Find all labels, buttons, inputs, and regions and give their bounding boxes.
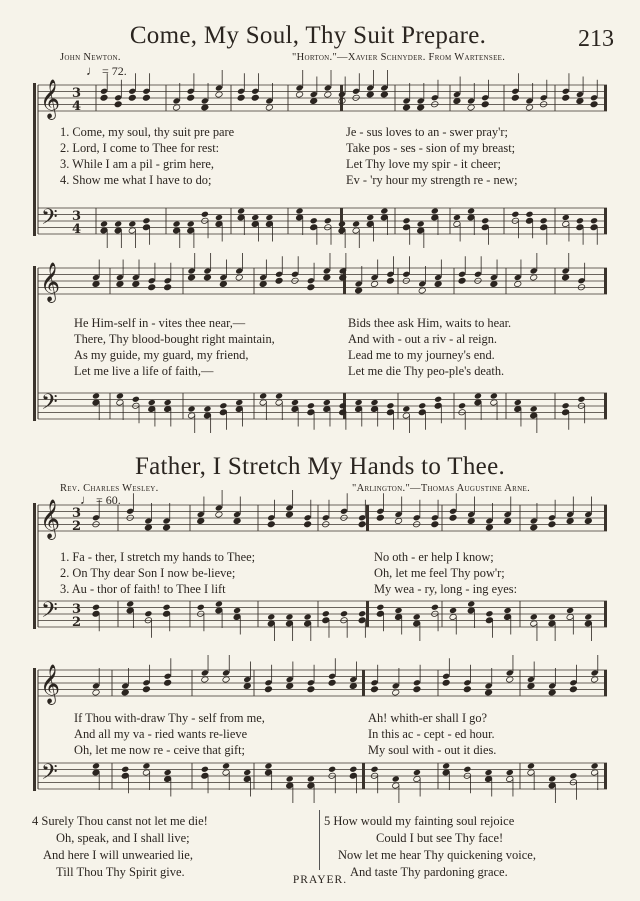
note-head (322, 610, 330, 617)
note-head (304, 521, 312, 528)
note-head (506, 769, 514, 776)
note-head (243, 682, 251, 689)
note-head (370, 766, 378, 773)
note-head (219, 280, 227, 287)
note-head (251, 214, 259, 221)
quarter-note-icon: ♩ (86, 63, 99, 78)
time-signature: 2 (72, 615, 82, 630)
lyric-line: Let me live a life of faith,— (74, 364, 214, 378)
note-head (340, 610, 348, 617)
note-head (463, 686, 471, 693)
note-head (481, 217, 489, 224)
note-head (187, 220, 195, 227)
double-bar (366, 505, 369, 531)
note-head (449, 514, 457, 521)
note-head (376, 604, 384, 611)
quarter-note-icon: ♩ (80, 492, 93, 507)
note-head (484, 769, 492, 776)
stanza-divider (319, 810, 320, 870)
note-head (116, 280, 124, 287)
lyric-line: He Him-self in - vites thee near,— (74, 316, 246, 330)
hymn-1-author: John Newton. (60, 52, 121, 63)
stanza-line: And here I will unwearied lie, (43, 848, 193, 862)
note-head (530, 274, 538, 281)
note-head (392, 689, 400, 696)
note-head (467, 207, 475, 214)
note-head (128, 94, 136, 101)
note-head (511, 94, 519, 101)
final-bar (604, 393, 607, 419)
note-head (144, 610, 152, 617)
lyric-line: 2. On Thy dear Son I now be-lieve; (60, 566, 236, 580)
note-head (490, 280, 498, 287)
note-head (128, 220, 136, 227)
note-head (164, 679, 172, 686)
note-head (566, 517, 574, 524)
stanza-line: And taste Thy pardoning grace. (350, 865, 508, 879)
note-head (307, 402, 315, 409)
lyric-line: Let Thy love my spir - it cheer; (346, 157, 501, 171)
note-head (142, 762, 150, 769)
time-signature: 4 (72, 222, 82, 237)
note-head (116, 392, 124, 399)
note-head (511, 211, 519, 218)
note-head (355, 287, 363, 294)
hymn-1-title: Come, My Soul, Thy Suit Prepare. (129, 22, 487, 49)
note-head (380, 91, 388, 98)
note-head (562, 214, 570, 221)
time-signature: 2 (72, 519, 82, 534)
stanza-5 (324, 813, 536, 881)
note-head (548, 775, 556, 782)
note-head (590, 217, 598, 224)
note-head (352, 220, 360, 227)
lyric-line: As my guide, my guard, my friend, (74, 348, 249, 362)
note-head (566, 607, 574, 614)
note-head (527, 682, 535, 689)
time-signature: 3 (72, 209, 82, 224)
final-bar (604, 505, 607, 531)
time-signature: 3 (72, 506, 82, 521)
note-head (453, 97, 461, 104)
note-head (576, 217, 584, 224)
treble-clef-icon: 𝄞 (40, 499, 61, 539)
note-head (286, 775, 294, 782)
note-head (431, 604, 439, 611)
lyric-line: In this ac - cept - ed hour. (368, 727, 495, 741)
note-head (132, 280, 140, 287)
stanza-line: Till Thou Thy Spirit give. (56, 865, 185, 879)
note-head (467, 104, 475, 111)
double-bar (362, 670, 365, 696)
note-head (380, 207, 388, 214)
lyric-line: Take pos - ses - sion of my breast; (346, 141, 516, 155)
final-bar (604, 670, 607, 696)
stanza-line: Now let me hear Thy quickening voice, (338, 848, 536, 862)
lyric-line: 4. Show me what I have to do; (60, 173, 212, 187)
note-head (577, 396, 585, 403)
note-head (484, 689, 492, 696)
lyric-line: Je - sus loves to an - swer pray'r; (346, 125, 508, 139)
lyric-line: And with - out a riv - al reign. (348, 332, 497, 346)
note-head (164, 399, 172, 406)
lyric-line: 3. Au - thor of faith! to Thee I lift (60, 582, 226, 596)
note-head (275, 392, 283, 399)
note-head (100, 94, 108, 101)
note-head (366, 214, 374, 221)
note-head (562, 94, 570, 101)
final-bar (604, 85, 607, 111)
note-head (434, 396, 442, 403)
note-head (215, 600, 223, 607)
note-head (222, 676, 230, 683)
time-signature: 3 (72, 86, 82, 101)
note-head (366, 91, 374, 98)
note-head (92, 689, 100, 696)
note-head (203, 274, 211, 281)
note-head (142, 686, 150, 693)
note-head (114, 101, 122, 108)
note-head (121, 689, 129, 696)
note-head (173, 220, 181, 227)
note-head (259, 280, 267, 287)
note-head (92, 762, 100, 769)
note-head (114, 220, 122, 227)
note-head (413, 769, 421, 776)
note-head (562, 274, 570, 281)
note-head (173, 104, 181, 111)
note-head (264, 762, 272, 769)
note-head (525, 104, 533, 111)
note-head (148, 284, 156, 291)
note-head (222, 762, 230, 769)
note-head (142, 217, 150, 224)
note-head (291, 399, 299, 406)
lyric-line: 2. Lord, I come to Thee for rest: (60, 141, 220, 155)
bass-clef-icon: 𝄢 (41, 205, 58, 235)
note-head (187, 405, 195, 412)
note-head (394, 517, 402, 524)
final-bar (604, 268, 607, 294)
note-head (307, 775, 315, 782)
hymn-2-tune-credit: "Arlington."—Thomas Augustine Arne. (352, 483, 531, 494)
double-bar (366, 601, 369, 627)
note-head (92, 604, 100, 611)
note-head (203, 405, 211, 412)
note-head (376, 514, 384, 521)
note-head (349, 682, 357, 689)
note-head (442, 679, 450, 686)
note-head (100, 220, 108, 227)
note-head (323, 399, 331, 406)
note-head (386, 402, 394, 409)
note-head (233, 607, 241, 614)
lyric-line: There, Thy blood-bought right maintain, (74, 332, 275, 346)
note-head (458, 402, 466, 409)
lyric-line: Ah! whith-er shall I go? (368, 711, 488, 725)
note-head (197, 517, 205, 524)
note-head (201, 211, 209, 218)
lyric-line: Oh, let me feel Thy pow'r; (374, 566, 505, 580)
note-head (467, 600, 475, 607)
note-head (286, 682, 294, 689)
final-bar (604, 763, 607, 789)
note-head (235, 399, 243, 406)
note-head (164, 769, 172, 776)
lyric-line: Ev - 'ry hour my strength re - new; (346, 173, 518, 187)
note-head (219, 402, 227, 409)
note-head (267, 613, 275, 620)
note-head (431, 207, 439, 214)
note-head (527, 762, 535, 769)
note-head (187, 94, 195, 101)
note-head (265, 104, 273, 111)
note-head (394, 607, 402, 614)
note-head (275, 277, 283, 284)
note-head (358, 610, 366, 617)
note-head (370, 280, 378, 287)
note-head (449, 607, 457, 614)
lyric-line: 1. Fa - ther, I stretch my hands to Thee; (60, 550, 256, 564)
note-head (481, 101, 489, 108)
note-head (417, 220, 425, 227)
double-bar (362, 763, 365, 789)
bass-clef-icon: 𝄢 (41, 390, 58, 420)
note-head (295, 207, 303, 214)
lyric-line: My soul with - out it dies. (368, 743, 497, 757)
lyric-line: Oh, let me now re - ceive that gift; (74, 743, 246, 757)
note-head (324, 91, 332, 98)
final-bar (604, 601, 607, 627)
note-head (126, 600, 134, 607)
bass-clef-icon: 𝄢 (41, 760, 58, 790)
stanza-line: Could I but see Thy face! (376, 831, 504, 845)
time-signature: 4 (72, 99, 82, 114)
section-footer-label: PRAYER. (292, 874, 348, 886)
note-head (463, 766, 471, 773)
note-head (259, 392, 267, 399)
note-head (310, 217, 318, 224)
lyric-line: If Thou with-draw Thy - self from me, (74, 711, 265, 725)
note-head (548, 689, 556, 696)
note-head (504, 607, 512, 614)
note-head (243, 769, 251, 776)
treble-clef-icon: 𝄞 (40, 664, 61, 704)
lyric-line: Lead me to my journey's end. (348, 348, 495, 362)
note-head (418, 402, 426, 409)
note-head (267, 521, 275, 528)
note-head (591, 762, 599, 769)
note-head (431, 521, 439, 528)
note-head (540, 217, 548, 224)
note-head (569, 772, 577, 779)
note-head (121, 766, 129, 773)
note-head (144, 524, 152, 531)
note-head (92, 392, 100, 399)
note-head (485, 524, 493, 531)
note-head (562, 402, 570, 409)
note-head (402, 217, 410, 224)
note-head (307, 686, 315, 693)
note-head (323, 274, 331, 281)
brace (33, 503, 36, 629)
note-head (328, 679, 336, 686)
lyric-line: Bids thee ask Him, waits to hear. (348, 316, 512, 330)
note-head (358, 521, 366, 528)
note-head (548, 613, 556, 620)
note-head (148, 399, 156, 406)
stanza-line: 4 Surely Thou canst not let me die! (32, 814, 208, 828)
final-bar (604, 208, 607, 234)
note-head (530, 405, 538, 412)
note-head (392, 775, 400, 782)
brace (33, 266, 36, 421)
note-head (569, 686, 577, 693)
note-head (201, 766, 209, 773)
note-head (215, 511, 223, 518)
note-head (251, 94, 259, 101)
note-head (525, 211, 533, 218)
note-head (201, 676, 209, 683)
hymn-1-tempo-value: = 72. (102, 64, 127, 78)
note-head (215, 91, 223, 98)
note-head (295, 91, 303, 98)
note-head (584, 613, 592, 620)
hymn-2-title: Father, I Stretch My Hands to Thee. (134, 453, 506, 480)
note-head (233, 517, 241, 524)
note-head (402, 104, 410, 111)
note-head (370, 399, 378, 406)
page-number: 213 (578, 26, 614, 52)
brace (33, 83, 36, 236)
note-head (485, 610, 493, 617)
note-head (474, 392, 482, 399)
note-head (132, 396, 140, 403)
note-head (514, 399, 522, 406)
lyric-line: No oth - er help I know; (374, 550, 494, 564)
note-head (576, 97, 584, 104)
note-head (310, 97, 318, 104)
note-head (490, 392, 498, 399)
note-head (417, 104, 425, 111)
note-head (370, 686, 378, 693)
hymn-2-author: Rev. Charles Wesley. (60, 483, 159, 494)
treble-clef-icon: 𝄞 (40, 262, 61, 302)
note-head (355, 399, 363, 406)
note-head (328, 766, 336, 773)
note-head (237, 94, 245, 101)
brace (33, 668, 36, 791)
lyric-line: 3. While I am a pil - grim here, (60, 157, 214, 171)
note-head (413, 613, 421, 620)
note-head (418, 287, 426, 294)
note-head (530, 613, 538, 620)
note-head (164, 284, 172, 291)
note-head (530, 524, 538, 531)
note-head (285, 511, 293, 518)
note-head (349, 766, 357, 773)
hymn-1-tune-credit: "Horton."—Xavier Schnyder. From Wartensee. (292, 52, 506, 63)
note-head (338, 220, 346, 227)
note-head (237, 207, 245, 214)
time-signature: 3 (72, 602, 82, 617)
note-head (506, 676, 514, 683)
note-head (92, 280, 100, 287)
note-head (265, 214, 273, 221)
note-head (453, 214, 461, 221)
note-head (413, 686, 421, 693)
note-head (142, 94, 150, 101)
note-head (187, 274, 195, 281)
note-head (467, 517, 475, 524)
note-head (514, 280, 522, 287)
note-head (584, 517, 592, 524)
note-head (591, 676, 599, 683)
note-head (285, 613, 293, 620)
note-head (442, 762, 450, 769)
note-head (504, 517, 512, 524)
note-head (304, 613, 312, 620)
lyric-line: Let me die Thy peo-ple's death. (348, 364, 505, 378)
note-head (201, 104, 209, 111)
note-head (458, 277, 466, 284)
stanza-line: Oh, speak, and I shall live; (56, 831, 190, 845)
bass-clef-icon: 𝄢 (41, 598, 58, 628)
note-head (162, 604, 170, 611)
lyric-line: My wea - ry, long - ing eyes: (374, 582, 518, 596)
note-head (307, 284, 315, 291)
note-head (235, 274, 243, 281)
note-head (324, 217, 332, 224)
note-head (386, 277, 394, 284)
note-head (402, 405, 410, 412)
lyric-line: 1. Come, my soul, thy suit pre pare (60, 125, 235, 139)
note-head (590, 101, 598, 108)
note-head (162, 524, 170, 531)
treble-clef-icon: 𝄞 (40, 79, 61, 119)
stanza-line: 5 How would my fainting soul rejoice (324, 814, 515, 828)
note-head (197, 604, 205, 611)
note-head (434, 280, 442, 287)
note-head (548, 521, 556, 528)
hymn-2-tempo-value: = 60. (96, 493, 121, 507)
stanza-4 (32, 813, 208, 881)
lyric-line: And all my va - ried wants re-lieve (74, 727, 248, 741)
note-head (215, 214, 223, 221)
note-head (264, 686, 272, 693)
